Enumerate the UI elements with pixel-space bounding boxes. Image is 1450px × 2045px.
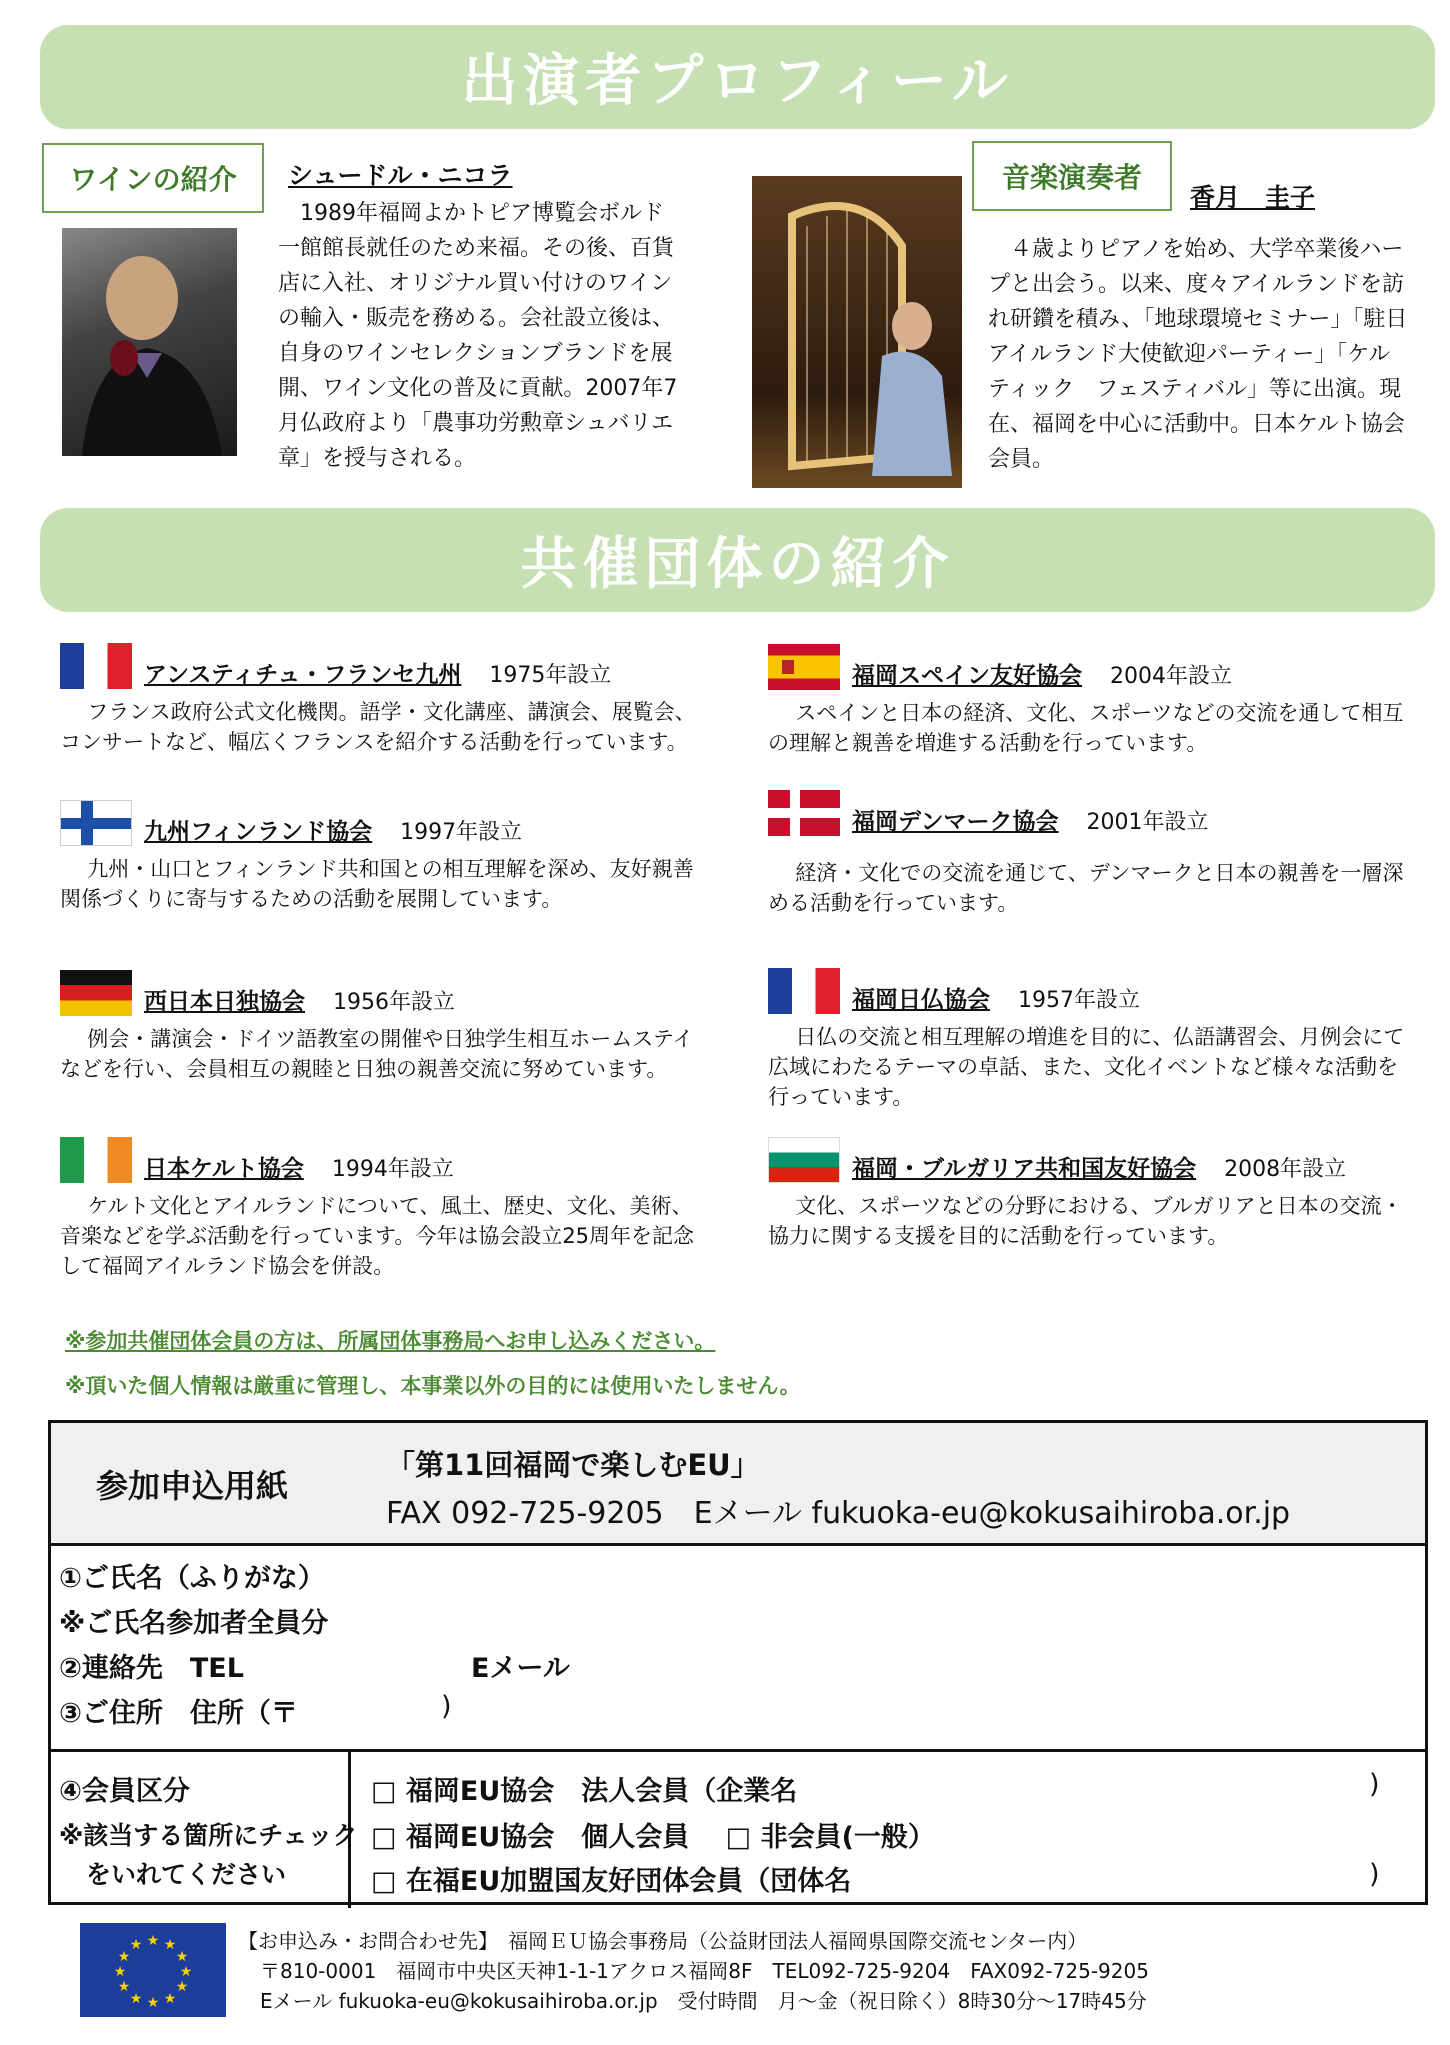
svg-text:★: ★ [146,1933,160,1949]
org-name: 福岡デンマーク協会 [852,809,1059,835]
svg-text:★: ★ [175,1949,189,1965]
org-entry [768,788,1408,918]
org-year: 1975年設立 [489,663,612,688]
address-close-paren: ) [441,1691,452,1722]
harp-art [752,176,962,488]
music-performer-name: 香月 圭子 [1190,183,1316,212]
form-event-name: 「第11回福岡で楽しむEU」 [386,1448,760,1482]
form-header [51,1423,1425,1546]
org-description: 例会・講演会・ドイツ語教室の開催や日独学生相互ホームステイなどを行い、会員相互の親睦と日独の親善交流に努めています。 [60,1027,694,1081]
org-description: 文化、スポーツなどの分野における、ブルガリアと日本の交流・協力に関する支援を目的に活動を行っています。 [768,1194,1403,1248]
org-banner-title: 共催団体の紹介 [520,532,955,597]
france-flag-icon [60,643,132,689]
form-contact-line: FAX 092-725-9205 Eメール fukuoka-eu@kokusaihiroba.or.jp [386,1496,1291,1531]
svg-text:★: ★ [163,1991,177,2007]
application-form [48,1420,1428,1905]
music-tag: 音楽演奏者 [972,141,1172,211]
org-year: 1997年設立 [400,820,523,845]
wine-performer-photo [62,228,237,456]
org-name: アンスティチュ・フランセ九州 [144,662,462,688]
org-entry [768,642,1408,758]
svg-text:★: ★ [129,1937,143,1953]
note-member-apply: ※参加共催団体会員の方は、所属団体事務局へお申し込みください。 [65,1329,716,1353]
wine-tag: ワインの紹介 [42,143,264,213]
form-divider [51,1749,1425,1752]
ireland-flag-icon [60,1137,132,1183]
svg-text:★: ★ [175,1979,189,1995]
member-check-note: ※該当する箇所にチェック [59,1821,358,1850]
form-title: 参加申込用紙 [96,1467,289,1505]
name-field-note: ※ご氏名参加者全員分 [59,1608,329,1639]
org-entry [60,968,700,1084]
germany-flag-icon [60,970,132,1016]
org-description: フランス政府公式文化機関。語学・文化講座、講演会、展覧会、コンサートなど、幅広くフランスを紹介する活動を行っています。 [60,700,696,754]
spain-flag-icon [768,644,840,690]
footer-contact-title: 【お申込み・お問合わせ先】 福岡ＥＵ協会事務局（公益財団法人福岡県国際交流センター内） [238,1929,1088,1953]
wine-performer-photo-art [62,228,237,456]
org-name: 福岡スペイン友好協会 [852,663,1082,689]
svg-text:★: ★ [117,1949,131,1965]
svg-text:★: ★ [179,1964,193,1980]
org-name: 九州フィンランド協会 [144,819,373,845]
email-field-label[interactable]: Eメール [471,1653,570,1684]
org-name: 西日本日独協会 [144,989,305,1015]
phone-field-label[interactable]: ②連絡先 TEL [59,1653,244,1684]
corporate-member-checkbox[interactable]: □ 福岡EU協会 法人会員（企業名 [371,1776,798,1807]
wine-performer-name: シュードル・ニコラ [288,161,513,190]
wine-performer-bio: 1989年福岡よかトピア博覧会ボルド一館館長就任のため来福。その後、百貨店に入社、オリジナル買い付けのワインの輸入・販売を務める。会社設立後は、自身のワインセレクションブランドを展開、ワイン文化の普及に貢献。2007年7月仏政府より「農事功労勲章シュバリエ章」を授与される。 [278,201,678,471]
org-banner [40,508,1435,612]
finland-flag-icon [60,800,132,846]
org-year: 1994年設立 [331,1157,454,1182]
address-field-label[interactable]: ③ご住所 住所（〒 [59,1698,298,1729]
music-performer-bio: ４歳よりピアノを始め、大学卒業後ハープと出会う。以来、度々アイルランドを訪れ研鑽を積み、「地球環境セミナー」「駐日アイルランド大使歓迎パーティー」「ケルティック フェスティバル」等に出演。現在、福岡を中心に活動中。日本ケルト協会会員。 [988,237,1408,472]
group-close-paren: ) [1369,1859,1380,1890]
denmark-flag-icon [768,790,840,836]
org-entry [768,1135,1408,1251]
org-entry [60,1135,700,1281]
org-description: スペインと日本の経済、文化、スポーツなどの交流を通して相互の理解と親善を増進する活動を行っています。 [768,701,1404,755]
harpist-photo [752,176,962,488]
france-flag-icon [768,968,840,1014]
org-year: 1956年設立 [333,990,455,1015]
org-description: ケルト文化とアイルランドについて、風土、歴史、文化、美術、音楽などを学ぶ活動を行っています。今年は協会設立25周年を記念して福岡アイルランド協会を併設。 [60,1194,695,1278]
member-check-note-2: をいれてください [86,1860,287,1889]
org-year: 2001年設立 [1086,810,1209,835]
bulgaria-flag-icon [768,1137,840,1183]
org-year: 2008年設立 [1224,1157,1347,1182]
org-description: 九州・山口とフィンランド共和国との相互理解を深め、友好親善関係づくりに寄与するための活動を展開しています。 [60,857,694,911]
eu-flag-icon [80,1923,226,2017]
individual-member-checkbox[interactable]: □ 福岡EU協会 個人会員 □ 非会員(一般） [371,1822,935,1853]
org-entry [60,641,700,757]
corporate-close-paren: ) [1369,1769,1380,1800]
svg-text:★: ★ [129,1991,143,2007]
friendship-group-checkbox[interactable]: □ 在福EU加盟国友好団体会員（団体名 [371,1866,852,1897]
svg-text:★: ★ [113,1964,127,1980]
name-field-label[interactable]: ①ご氏名（ふりがな） [59,1563,325,1594]
org-entry [60,798,700,914]
footer-email-hours: Eメール fukuoka-eu@kokusaihiroba.or.jp 受付時間 月～金（祝日除く）8時30分～17時45分 [260,1989,1147,2013]
svg-text:★: ★ [117,1979,131,1995]
note-privacy: ※頂いた個人情報は厳重に管理し、本事業以外の目的には使用いたしません。 [65,1374,801,1398]
svg-text:★: ★ [163,1937,177,1953]
eu-stars-icon [80,1923,226,2017]
profile-banner [40,25,1435,129]
footer-address: 〒810-0001 福岡市中央区天神1-1-1アクロス福岡8F TEL092-725-9204 FAX092-725-9205 [260,1959,1149,1983]
org-description: 日仏の交流と相互理解の増進を目的に、仏語講習会、月例会にて広域にわたるテーマの卓話、また、文化イベントなど様々な活動を行っています。 [768,1025,1405,1109]
org-description: 経済・文化での交流を通じて、デンマークと日本の親善を一層深める活動を行っています。 [768,861,1404,915]
org-entry [768,966,1408,1112]
org-year: 1957年設立 [1018,988,1140,1013]
org-name: 福岡・ブルガリア共和国友好協会 [852,1156,1197,1182]
org-name: 福岡日仏協会 [852,987,990,1013]
org-year: 2004年設立 [1110,664,1232,689]
svg-text:★: ★ [146,1995,160,2011]
profile-banner-title: 出演者プロフィール [461,49,1014,114]
member-category-label: ④会員区分 [59,1776,190,1807]
org-name: 日本ケルト協会 [144,1156,304,1182]
